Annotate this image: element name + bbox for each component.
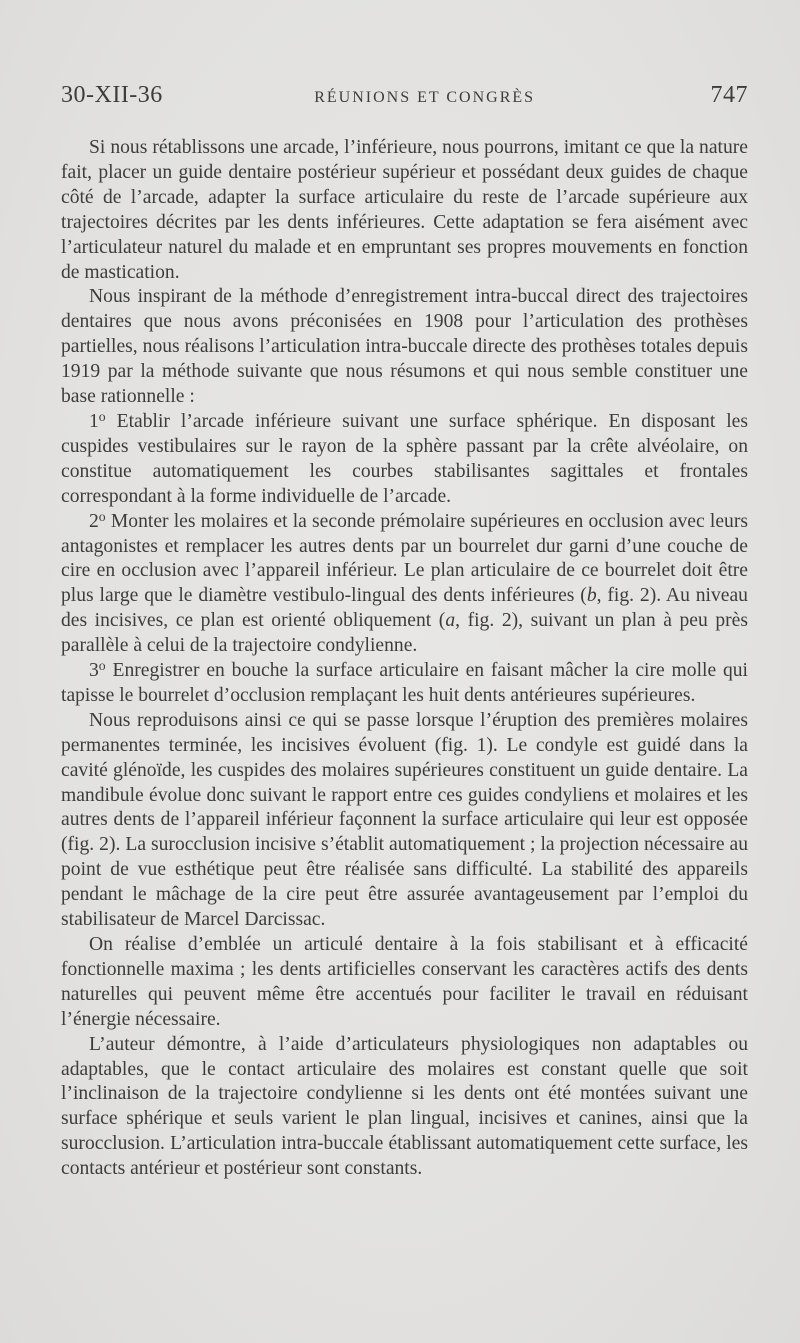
paragraph-intro: Si nous rétablissons une arcade, l’inférieure, nous pourrons, imitant ce que la nature fait, placer un guide dentaire postérieur supérieur et possédant deux guides de chaque côté de l’arcade, adapter la surface articulaire du reste de l’arcade supérieure aux trajectoires décrites par les dents inférieures. Cette adaptation se fera aisément avec l’articulateur naturel du malade et en empruntant ses propres mouvements en fonction de mastication. xyxy=(61,137,748,283)
paragraph-reproduction: Nous reproduisons ainsi ce qui se passe lorsque l’éruption des premières molaires permanentes terminée, les incisives évoluent (fig. 1). Le condyle est guidé dans la cavité glénoïde, les cuspides des molaires supérieures constituent un guide dentaire. La mandibule évolue donc suivant le rapport entre ces guides condyliens et molaires et les autres dents de l’appareil inférieur façonnent la surface articulaire qui leur est opposée (fig. 2). La surocclusion incisive s’établit automatiquement ; la projection nécessaire au point de vue esthétique peut être réalisée sans difficulté. La stabilité des appareils pendant le mâchage de la cire peut être assurée avantageusement par l’emploi du stabilisateur de Marcel Darcissac. xyxy=(61,709,748,931)
running-header xyxy=(61,82,748,122)
step-3-text: Enregistrer en bouche la surface articulaire en faisant mâcher la cire molle qui tapisse le bourrelet d’occlusion remplaçant les huit dents antérieures supérieures. xyxy=(61,660,749,706)
paragraph-result: On réalise d’emblée un articulé dentaire à la fois stabilisant et à efficacité fonctionnelle maxima ; les dents artificielles conservant les caractères actifs des dents naturelles qui peuvent même être accentués pour faciliter le travail en réduisant l’énergie nécessaire. xyxy=(61,934,748,1030)
ref-a: a xyxy=(445,610,456,632)
step-1-number: 1 xyxy=(89,410,99,432)
step-3-number: 3 xyxy=(89,660,99,682)
body-text xyxy=(61,136,748,1182)
step-3-ordinal: o xyxy=(98,657,106,673)
paragraph-conclusion: L’auteur démontre, à l’aide d’articulateurs physiologiques non adaptables ou adaptables, que le contact articulaire des molaires est constant quelle que soit l’inclinaison de la trajectoire condylienne si les dents ont été montées suivant une surface sphérique et seuls varient le plan lingual, incisives et canines, ainsi que la surocclusion. L’articulation intra-buccale établissant automatiquement cette surface, les contacts antérieur et postérieur sont constants. xyxy=(61,1033,748,1180)
step-3 xyxy=(61,659,748,709)
step-2-number: 2 xyxy=(89,510,99,532)
step-1-ordinal: o xyxy=(98,408,106,424)
step-2 xyxy=(61,510,748,659)
step-2-text: Monter les molaires et la seconde prémolaire supérieures en occlusion avec leurs antagonistes et remplacer les autres dents par un bourrelet dur garni d’une couche de cire en occlusion avec l’appareil inférieur. Le plan articulaire de ce bourrelet doit être plus large que le diamètre vestibulo-lingual des dents inférieures ( xyxy=(61,510,748,607)
paragraph-method: Nous inspirant de la méthode d’enregistrement intra-buccal direct des trajectoires dentaires que nous avons préconisées en 1908 pour l’articulation des prothèses partielles, nous réalisons l’articulation intra-buccale directe des prothèses totales depuis 1919 par la méthode suivante que nous résumons et qui nous semble constituer une base rationnelle : xyxy=(61,286,748,408)
ref-b: b xyxy=(586,585,597,607)
page-number: 747 xyxy=(710,82,748,108)
step-1 xyxy=(61,410,748,510)
fig-ref-a: , fig. 2), suivant un plan à peu près parallèle à celui de la trajectoire condylienne. xyxy=(61,610,748,657)
header-title: RÉUNIONS ET CONGRÈS xyxy=(314,89,536,106)
fig-ref-b: , fig. 2). Au niveau des incisives, ce plan est orienté obliquement ( xyxy=(61,585,748,632)
step-1-text: Etablir l’arcade inférieure suivant une surface sphérique. En disposant les cuspides vestibulaires sur le rayon de la sphère passant par la crête alvéolaire, on constitue automatiquement les courbes stabilisantes sagittales et frontales correspondant à la forme individuelle de l’arcade. xyxy=(61,410,748,507)
header-date: 30-XII-36 xyxy=(61,82,163,108)
step-2-ordinal: o xyxy=(98,508,106,524)
